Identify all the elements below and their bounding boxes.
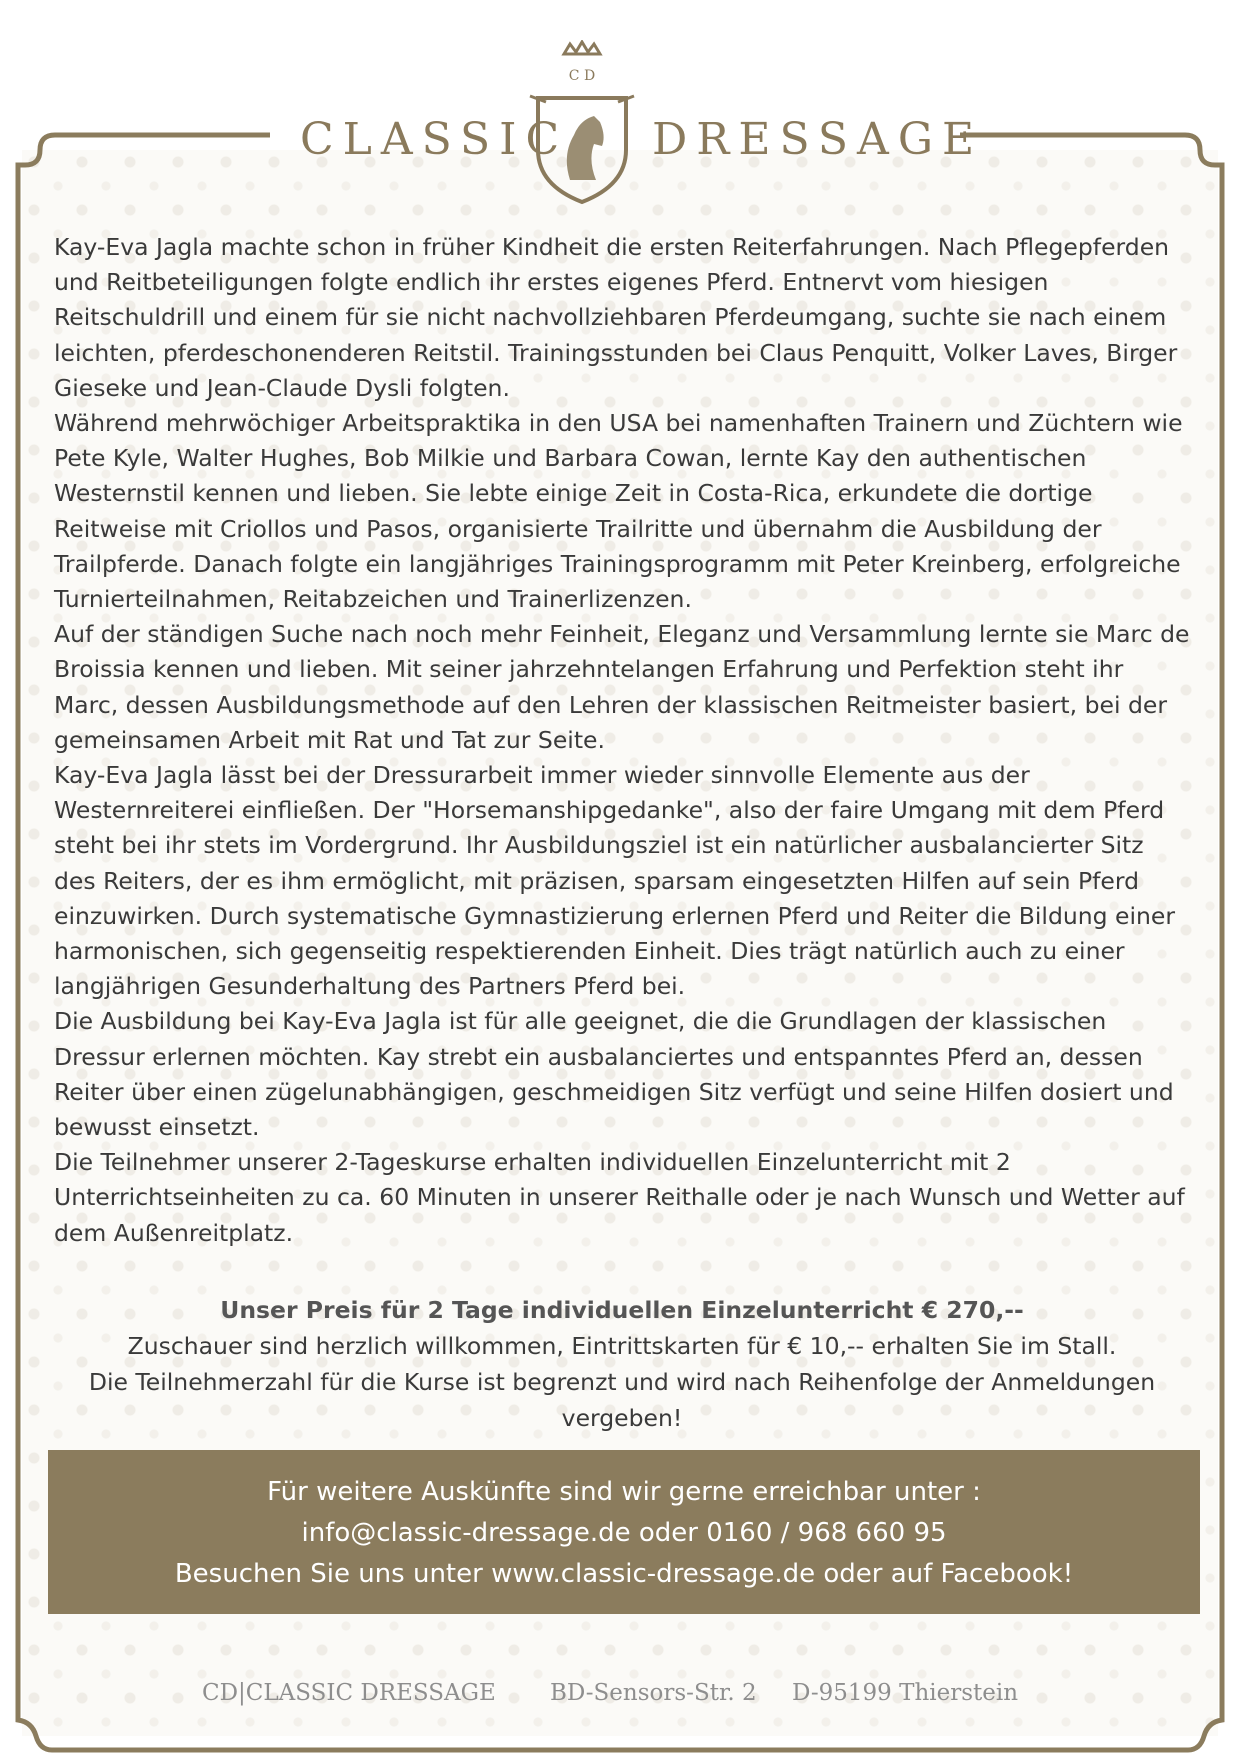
paragraph-broissia: Auf der ständigen Suche nach noch mehr Feinheit, Eleganz und Versammlung lernte sie Marc de Broissia kennen und lieben. Mit seiner jahrzehntelangen Erfahrung und Perfektion steht ihr Marc, dessen Ausbildungsmethode auf den Lehren der klassischen Reitmeister basiert, bei der gemeinsamen Arbeit mit Rat und Tat zur Seite. [54, 620, 1190, 754]
footer-city: D-95199 Thierstein [792, 1680, 1019, 1706]
paragraph-childhood: Kay-Eva Jagla machte schon in früher Kindheit die ersten Reiterfahrungen. Nach Pflegepferden und Reitbeteiligungen folgte endlich ihr erstes eigenes Pferd. Entnervt vom hiesigen Reitschuldrill und einem für sie nicht nachvollziehbaren Pferdeumgang, suchte sie nach einem leichten, pferdeschonenderen Reitstil. Trainingsstunden bei Claus Penquitt, Volker Laves, Birger Gieseke und Jean-Claude Dysli folgten. [54, 233, 1178, 402]
footer-company: CD|CLASSIC DRESSAGE [202, 1680, 496, 1706]
contact-email-phone[interactable]: info@classic-dressage.de oder 0160 / 968 660 95 [301, 1518, 947, 1548]
price-line: Unser Preis für 2 Tage individuellen Einzelunterricht € 270,-- [220, 1296, 1024, 1324]
participant-limit-line: Die Teilnehmerzahl für die Kurse ist begrenzt und wird nach Reihenfolge der Anmeldungen vergeben! [88, 1368, 1156, 1432]
logo-word-dressage: DRESSAGE [652, 114, 984, 165]
spectators-line: Zuschauer sind herzlich willkommen, Eintrittskarten für € 10,-- erhalten Sie im Stall. [127, 1332, 1117, 1360]
offer-block [54, 1292, 1190, 1436]
paragraph-suitability: Die Ausbildung bei Kay-Eva Jagla ist für alle geeignet, die die Grundlagen der klassischen Dressur erlernen möchten. Kay strebt ein ausbalanciertes und entspanntes Pferd an, dessen Reiter über einen zügelunabhängigen, geschmeidigen Sitz verfügt und seine Hilfen dosiert und bewusst einsetzt. [54, 1007, 1174, 1142]
logo-word-classic: CLASSIC [300, 114, 569, 165]
brand-logo [300, 40, 984, 210]
horse-head-crest-icon [522, 40, 642, 210]
contact-box [48, 1450, 1200, 1614]
paragraph-method: Kay-Eva Jagla lässt bei der Dressurarbeit immer wieder sinnvolle Elemente aus der Westernreiterei einfließen. Der "Horsemanshipgedanke", also der faire Umgang mit dem Pferd steht bei ihr stets im Vordergrund. Ihr Ausbildungsziel ist ein natürlicher ausbalancierter Sitz des Reiters, der es ihm ermöglicht, mit präzisen, sparsam eingesetzten Hilfen auf sein Pferd einzuwirken. Durch systematische Gymnastizierung erlernen Pferd und Reiter die Bildung einer harmonischen, sich gegenseitig respektierenden Einheit. Dies trägt natürlich auch zu einer langjährigen Gesunderhaltung des Partners Pferd bei. [54, 761, 1176, 1001]
footer-street: BD-Sensors-Str. 2 [550, 1680, 757, 1706]
crest-letters: C D [568, 68, 596, 84]
contact-intro: Für weitere Auskünfte sind wir gerne erreichbar unter : [267, 1477, 981, 1507]
main-text [54, 230, 1190, 1251]
paragraph-courses: Die Teilnehmer unserer 2-Tageskurse erhalten individuellen Einzelunterricht mit 2 Unterrichtseinheiten zu ca. 60 Minuten in unserer Reithalle oder je nach Wunsch und Wetter auf dem Außenreitplatz. [54, 1148, 1185, 1247]
paragraph-usa: Während mehrwöchiger Arbeitspraktika in den USA bei namenhaften Trainern und Züchtern wie Pete Kyle, Walter Hughes, Bob Milkie und Barbara Cowan, lernte Kay den authentischen Westernstil kennen und lieben. Sie lebte einige Zeit in Costa-Rica, erkundete die dortige Reitweise mit Criollos und Pasos, organisierte Trailritte und übernahm die Ausbildung der Trailpferde. Danach folgte ein langjähriges Trainingsprogramm mit Peter Kreinberg, erfolgreiche Turnierteilnahmen, Reitabzeichen und Trainerlizenzen. [54, 409, 1183, 614]
contact-website[interactable]: Besuchen Sie uns unter www.classic-dressage.de oder auf Facebook! [174, 1559, 1074, 1589]
